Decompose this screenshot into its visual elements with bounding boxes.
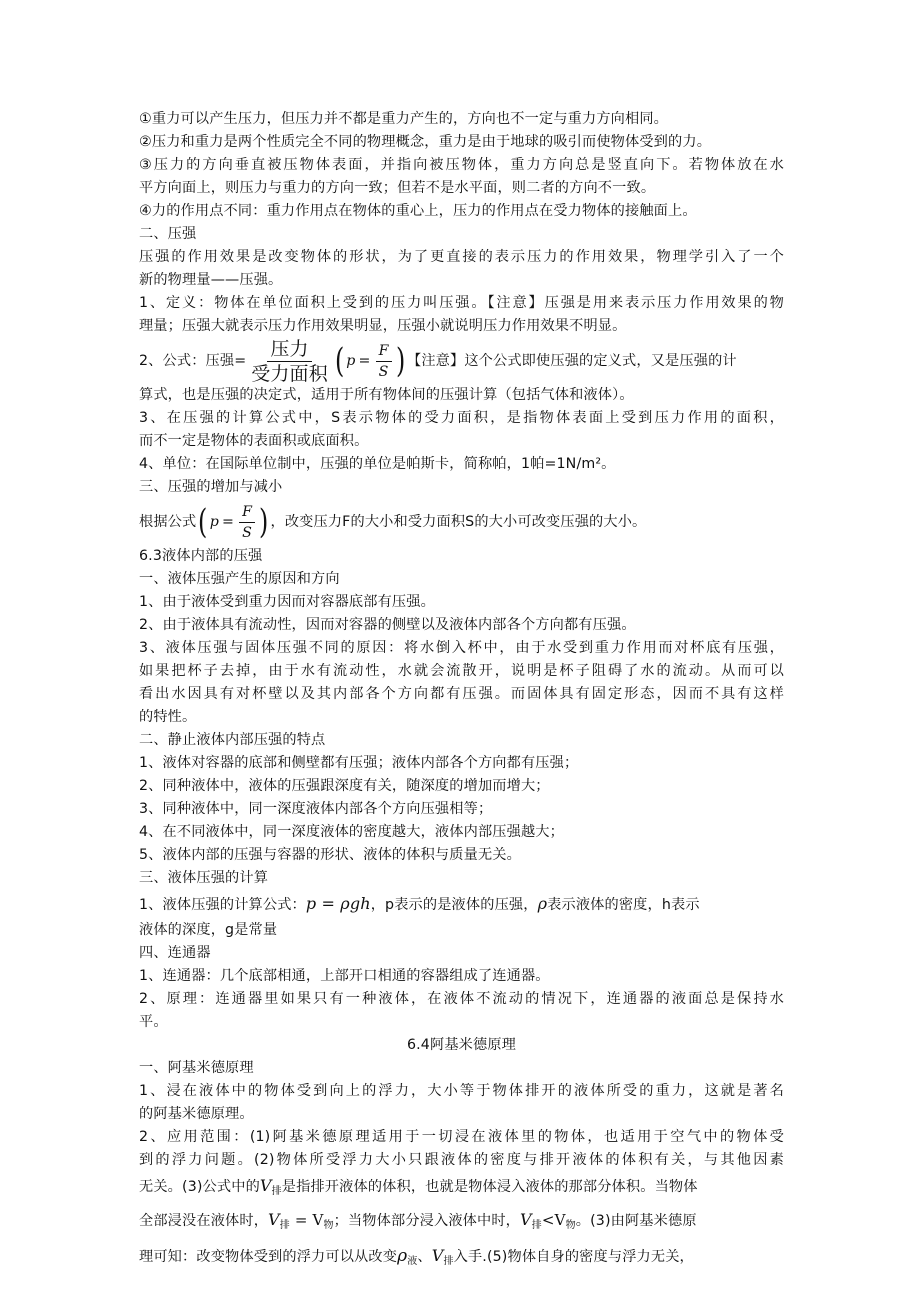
section-heading: 二、静止液体内部压强的特点 [139, 732, 326, 748]
fraction-numerator: 压力 [267, 337, 311, 362]
section-heading: 三、液体压强的计算 [139, 870, 269, 886]
symbol-p: p [346, 353, 356, 369]
subscript: 排 [531, 1220, 542, 1231]
symbol-v: V [259, 1176, 272, 1195]
formula-note: 表示液体的密度，h表示 [547, 897, 700, 913]
paragraph-line: 2、由于液体具有流动性，因而对容器的侧壁以及液体内部各个方向都有压强。 [139, 617, 636, 633]
text-run: 全部浸没在液体时， [139, 1213, 269, 1229]
paragraph-line-with-math [139, 1172, 784, 1205]
paragraph-line: 4、单位：在国际单位制中，压强的单位是帕斯卡，简称帕，1帕=1N/m²。 [139, 456, 616, 472]
subscript: 排 [271, 1186, 282, 1197]
liquid-pressure-formula-line [139, 890, 784, 919]
fraction-denominator: S [242, 524, 252, 541]
paragraph-line-with-math [139, 1205, 784, 1241]
paragraph-line: 的特性。 [139, 709, 197, 725]
subscript: 物 [323, 1220, 334, 1231]
paragraph-line: 液体的深度，g是常量 [139, 922, 278, 938]
liquid-pressure-formula: p = ρgh [305, 894, 371, 913]
subscript: 液 [407, 1256, 418, 1267]
section-heading: 二、压强 [139, 226, 197, 242]
paragraph-line: 3、液体压强与固体压强不同的原因：将水倒入杯中，由于水受到重力作用而对杯底有压强， [139, 640, 784, 656]
paragraph-line: 4、在不同液体中，同一深度液体的密度越大，液体内部压强越大； [139, 824, 564, 840]
paragraph-line: 2、同种液体中，液体的压强跟深度有关，随深度的增加而增大； [139, 778, 550, 794]
paragraph-line: 1、连通器：几个底部相通，上部开口相通的容器组成了连通器。 [139, 968, 550, 984]
paragraph-line: 2、原理：连通器里如果只有一种液体，在液体不流动的情况下，连通器的液面总是保持水 [139, 991, 784, 1007]
formula-prefix: 2、公式：压强= [139, 353, 247, 369]
section-heading: 三、压强的增加与减小 [139, 479, 283, 495]
fraction-denominator: 受力面积 [251, 362, 328, 385]
paragraph-line: 3、同种液体中，同一深度液体内部各个方向压强相等； [139, 801, 493, 817]
left-paren: ( [198, 502, 208, 542]
symbol-fraction [376, 341, 392, 382]
paragraph-line: 理量；压强大就表示压力作用效果明显，压强小就说明压力作用效果不明显。 [139, 318, 627, 334]
paragraph-line: 5、液体内部的压强与容器的形状、液体的体积与质量无关。 [139, 847, 521, 863]
pressure-formula-line [139, 338, 784, 384]
text-run: 是指排开液体的体积，也就是物体浸入液体的那部分体积。当物体 [281, 1179, 698, 1195]
symbol-fraction [239, 502, 255, 543]
text-run: 无关。(3)公式中的 [139, 1179, 260, 1195]
symbol-rho: ρ [397, 1246, 408, 1266]
symbol-p: p [209, 514, 220, 530]
fraction-numerator: F [376, 341, 392, 362]
document-body [139, 108, 784, 1277]
formula-note: ，p表示的是液体的压强， [370, 897, 538, 913]
less-than-v: <V [541, 1211, 566, 1229]
formula-prefix: 根据公式 [139, 514, 197, 530]
equals-sign: = [358, 353, 371, 369]
paragraph-line: 平方向面上，则压力与重力的方向一致；但若不是水平面，则二者的方向不一致。 [139, 180, 656, 196]
paragraph-line: 1、定义：物体在单位面积上受到的压力叫压强。【注意】压强是用来表示压力作用效果的物 [139, 295, 784, 311]
symbol-v: V [520, 1210, 532, 1229]
subscript: 排 [279, 1220, 290, 1231]
left-paren: ( [334, 341, 345, 381]
paragraph-line: 算式，也是压强的决定式，适用于所有物体间的压强计算（包括气体和液体）。 [139, 387, 634, 403]
symbol-v: V [268, 1210, 280, 1229]
symbol-rho: ρ [537, 894, 548, 913]
right-paren: ) [395, 341, 405, 381]
paragraph-line: ②压力和重力是两个性质完全不同的物理概念，重力是由于地球的吸引而使物体受到的力。 [139, 134, 712, 150]
formula-note: ，改变压力F的大小和受力面积S的大小可改变压强的大小。 [270, 514, 647, 530]
right-paren: ) [259, 502, 269, 542]
section-heading: 一、液体压强产生的原因和方向 [139, 571, 340, 587]
subscript: 排 [443, 1256, 454, 1267]
paragraph-line: 3、在压强的计算公式中，S表示物体的受力面积，是指物体表面上受到压力作用的面积， [139, 410, 784, 426]
paragraph-line: 2、应用范围：(1)阿基米德原理适用于一切浸在液体里的物体，也适用于空气中的物体受 [139, 1129, 784, 1145]
text-run: 入手.(5)物体自身的密度与浮力无关， [453, 1249, 694, 1265]
section-heading: 一、阿基米德原理 [139, 1060, 254, 1076]
paragraph-line: 新的物理量——压强。 [139, 272, 283, 288]
formula-note: 【注意】这个公式即使压强的定义式，又是压强的计 [406, 353, 737, 369]
paragraph-line: 1、由于液体受到重力因而对容器底部有压强。 [139, 594, 435, 610]
section-heading: 四、连通器 [139, 945, 211, 961]
paragraph-line: 而不一定是物体的表面积或底面积。 [139, 433, 369, 449]
pressure-word-fraction [248, 337, 331, 386]
text-run: ；当物体部分浸入液体中时， [333, 1213, 521, 1229]
fraction-denominator: S [378, 363, 389, 380]
equals-sign: = [222, 514, 235, 530]
fraction-numerator: F [239, 502, 255, 523]
paragraph-line: 压强的作用效果是改变物体的形状，为了更直接的表示压力的作用效果，物理学引入了一个 [139, 249, 784, 265]
paragraph-line: 如果把杯子去掉，由于水有流动性，水就会流散开，说明是杯子阻碍了水的流动。从而可以 [139, 663, 784, 679]
text-run: 。(3)由阿基米德原 [575, 1213, 697, 1229]
paragraph-line: ④力的作用点不同：重力作用点在物体的重心上，压力的作用点在受力物体的接触面上。 [139, 203, 697, 219]
paragraph-line: 1、浸在液体中的物体受到向上的浮力，大小等于物体排开的液体所受的重力，这就是著名 [139, 1083, 784, 1099]
paragraph-line: 到的浮力问题。(2)物体所受浮力大小只跟液体的密度与排开液体的体积有关，与其他因素 [139, 1152, 784, 1168]
chapter-heading: 6.3液体内部的压强 [139, 548, 263, 564]
subscript: 物 [565, 1220, 576, 1231]
paragraph-line: ①重力可以产生压力，但压力并不都是重力产生的，方向也不一定与重力方向相同。 [139, 111, 669, 127]
text-run: 、 [417, 1249, 432, 1265]
symbol-v: V [431, 1246, 444, 1265]
paragraph-line: 平。 [139, 1014, 168, 1030]
paragraph-line: 1、液体对容器的底部和侧壁都有压强；液体内部各个方向都有压强； [139, 755, 579, 771]
paragraph-line: ③压力的方向垂直被压物体表面，并指向被压物体，重力方向总是竖直向下。若物体放在水 [139, 157, 784, 173]
pressure-formula-line [139, 499, 784, 545]
chapter-heading: 6.4阿基米德原理 [406, 1037, 517, 1053]
equals-v: = V [289, 1211, 324, 1229]
paragraph-line: 看出水因具有对杯壁以及其内部各个方向都有压强。而固体具有固定形态，因而不具有这样 [139, 686, 784, 702]
paragraph-line-with-math [139, 1241, 784, 1277]
text-run: 理可知：改变物体受到的浮力可以从改变 [139, 1249, 398, 1265]
formula-prefix: 1、液体压强的计算公式： [139, 897, 306, 913]
paragraph-line: 的阿基米德原理。 [139, 1106, 254, 1122]
